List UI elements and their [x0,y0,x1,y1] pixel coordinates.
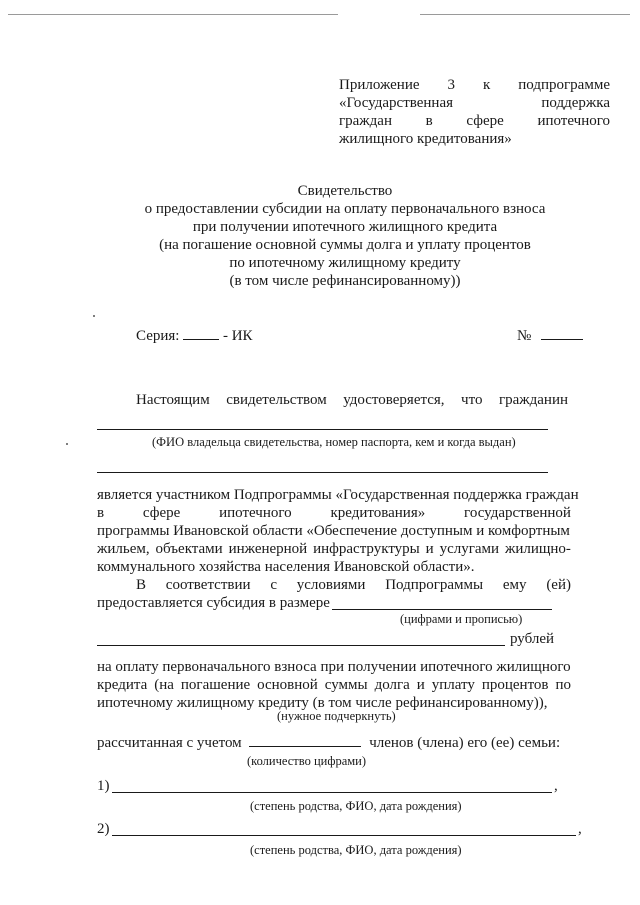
fio-blank-line-1[interactable] [97,429,548,430]
subsidy-amount-blank[interactable] [332,609,552,610]
para1-line-1: является участником Подпрограммы «Государственная поддержка граждан [97,487,579,503]
intro-line: Настоящим свидетельством удостоверяется, что гражданин [136,392,568,408]
appendix-header-line-3: граждан в сфере ипотечного [339,113,610,129]
count-caption: (количество цифрами) [247,754,367,768]
title-line-2: при получении ипотечного жилищного кредита [192,219,498,235]
para3-line-3: ипотечному жилищному кредиту (в том числе рефинансированному)), [97,695,548,711]
member-2-label: 2) [97,821,110,837]
fio-blank-line-2[interactable] [97,472,548,473]
calc-prefix: рассчитанная с учетом [97,735,242,751]
appendix-header-line-1: Приложение 3 к подпрограмме [339,77,610,93]
member-2-caption: (степень родства, ФИО, дата рождения) [250,843,462,857]
member-1-label: 1) [97,778,110,794]
amount-caption: (цифрами и прописью) [400,612,523,626]
rubles-label: рублей [510,631,555,647]
para1-line-5: коммунального хозяйства населения Ивановской области». [97,559,475,575]
series-suffix: - ИК [222,328,253,344]
scan-speck [66,443,68,445]
document-title: Свидетельство [297,183,393,199]
scan-border-line [8,14,338,15]
para1-line-4: жильем, объектами инженерной инфраструктуры и услугами жилищно- [97,541,571,557]
series-field [136,327,253,345]
title-line-5: (в том числе рефинансированному)) [229,273,461,289]
number-field [517,327,583,345]
underline-caption: (нужное подчеркнуть) [277,709,396,723]
appendix-header-line-4: жилищного кредитования» [339,131,512,147]
scan-speck [93,315,95,317]
member-1-comma: , [554,778,558,794]
appendix-header-line-2: «Государственная поддержка [339,95,610,111]
subsidy-amount-words-blank[interactable] [97,645,505,646]
member-1-caption: (степень родства, ФИО, дата рождения) [250,799,462,813]
title-line-1: о предоставлении субсидии на оплату первоначального взноса [144,201,546,217]
para2-line-1: В соответствии с условиями Подпрограммы ему (ей) [136,577,571,593]
para1-line-2: в сфере ипотечного кредитования» государственной [97,505,571,521]
para3-line-2: кредита (на погашение основной суммы долга и уплату процентов по [97,677,571,693]
member-2-blank[interactable] [112,835,576,836]
para3-line-1: на оплату первоначального взноса при получении ипотечного жилищного [97,659,571,675]
series-blank[interactable] [183,327,219,340]
member-1-blank[interactable] [112,792,552,793]
calc-line [97,734,560,752]
number-label: № [517,328,532,344]
calc-suffix: членов (члена) его (ее) семьи: [369,735,561,751]
fio-caption: (ФИО владельца свидетельства, номер паспорта, кем и когда выдан) [152,435,516,449]
number-blank[interactable] [541,327,583,340]
title-line-3: (на погашение основной суммы долга и уплату процентов [159,237,531,253]
family-count-blank[interactable] [249,734,361,747]
para2-line-2: предоставляется субсидия в размере [97,595,330,611]
para1-line-3: программы Ивановской области «Обеспечение доступным и комфортным [97,523,570,539]
member-2-comma: , [578,821,582,837]
series-label: Серия: [136,328,180,344]
scan-border-line-right [420,14,630,15]
title-line-4: по ипотечному жилищному кредиту [229,255,461,271]
